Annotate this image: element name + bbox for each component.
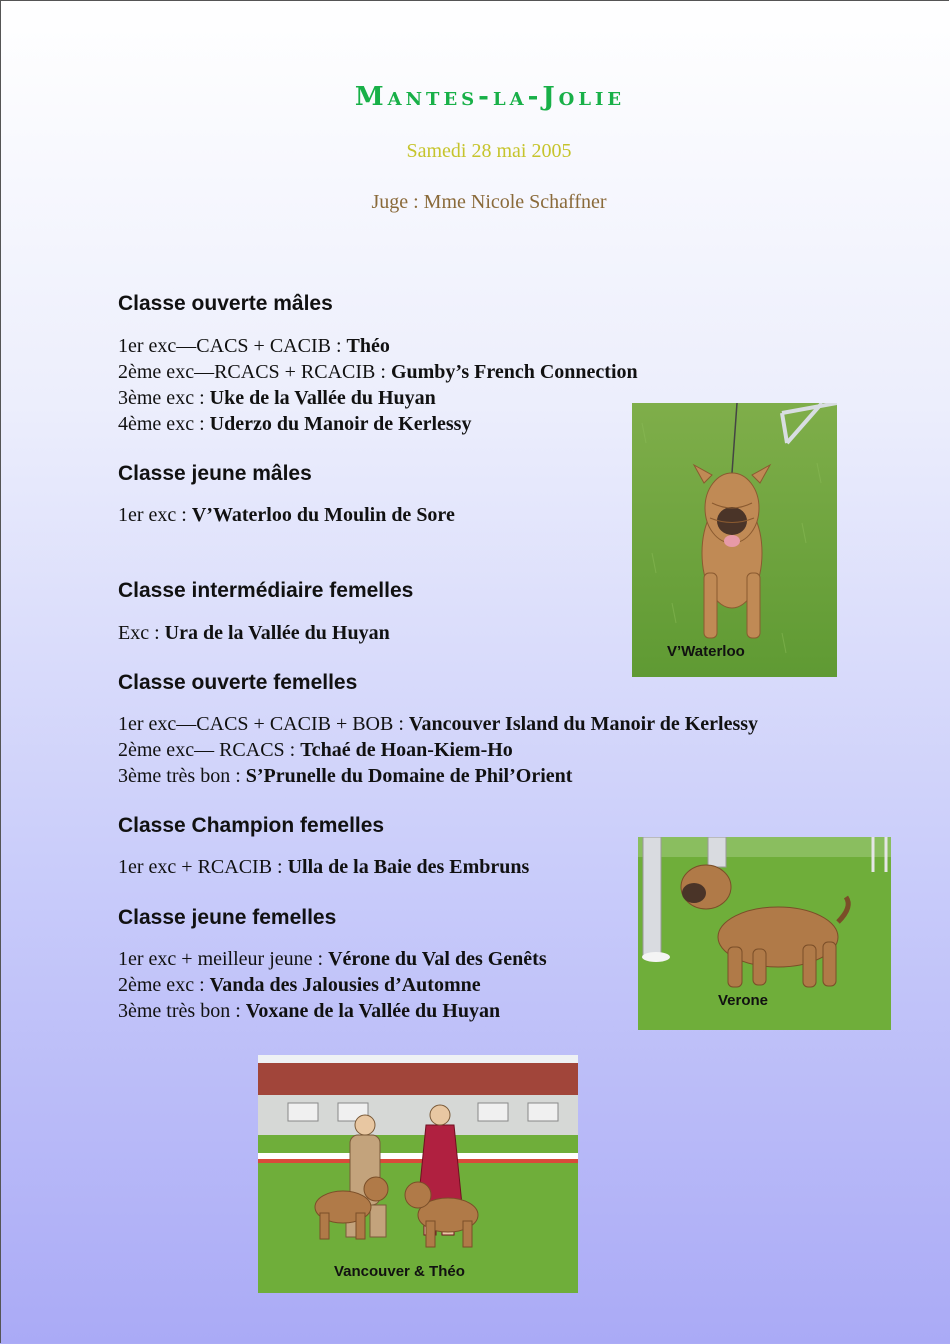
- dog-name: Théo: [346, 335, 390, 357]
- result-line: 3ème très bon : S’Prunelle du Domaine de Phil’Orient: [118, 765, 573, 787]
- dog-name: Tchaé de Hoan-Kiem-Ho: [300, 739, 513, 761]
- section-title-champion-femelles: Classe Champion femelles: [118, 814, 385, 837]
- result-line: 2ème exc—RCACS + RCACIB : Gumby’s French Connection: [118, 361, 638, 383]
- event-date: Samedi 28 mai 2005: [406, 140, 572, 162]
- section-title-jeune-femelles: Classe jeune femelles: [118, 906, 337, 929]
- result-line: 2ème exc : Vanda des Jalousies d’Automne: [118, 974, 481, 996]
- result-line: 2ème exc— RCACS : Tchaé de Hoan-Kiem-Ho: [118, 739, 513, 761]
- dog-name: V’Waterloo du Moulin de Sore: [191, 504, 455, 526]
- section-title-ouverte-males: Classe ouverte mâles: [118, 292, 333, 315]
- dog-name: Ura de la Vallée du Huyan: [164, 622, 390, 644]
- result-line: 1er exc—CACS + CACIB + BOB : Vancouver Island du Manoir de Kerlessy: [118, 713, 759, 735]
- result-line: 1er exc—CACS + CACIB : Théo: [118, 335, 390, 357]
- result-line: 1er exc : V’Waterloo du Moulin de Sore: [118, 504, 455, 526]
- judge-line: Juge : Mme Nicole Schaffner: [371, 191, 607, 213]
- photo-verone: [638, 837, 891, 1030]
- section-title-intermediaire-femelles: Classe intermédiaire femelles: [118, 579, 414, 602]
- result-line: Exc : Ura de la Vallée du Huyan: [118, 622, 390, 644]
- ring-photo: [258, 1055, 578, 1293]
- photo-caption: Verone: [718, 992, 769, 1009]
- result-line: 3ème très bon : Voxane de la Vallée du Huyan: [118, 1000, 501, 1022]
- dog-name: Uke de la Vallée du Huyan: [209, 387, 436, 409]
- result-line: 1er exc + RCACIB : Ulla de la Baie des Embruns: [118, 856, 530, 878]
- dog-name: Vancouver Island du Manoir de Kerlessy: [408, 713, 759, 735]
- section-title-jeune-males: Classe jeune mâles: [118, 462, 312, 485]
- dog-name: Gumby’s French Connection: [390, 361, 638, 383]
- page-title: Mantes-la-Jolie: [354, 82, 626, 112]
- dog-name: S’Prunelle du Domaine de Phil’Orient: [245, 765, 573, 787]
- dog-standing-photo: [632, 403, 837, 677]
- photo-vancouver-theo: [258, 1055, 578, 1293]
- photo-caption: Vancouver & Théo: [334, 1263, 465, 1280]
- dog-name: Voxane de la Vallée du Huyan: [245, 1000, 501, 1022]
- section-title-ouverte-femelles: Classe ouverte femelles: [118, 671, 358, 694]
- photo-waterloo: [632, 403, 837, 677]
- result-line: 3ème exc : Uke de la Vallée du Huyan: [118, 387, 436, 409]
- photo-caption: V’Waterloo: [667, 643, 745, 660]
- dog-name: Vanda des Jalousies d’Automne: [209, 974, 481, 996]
- result-line: 4ème exc : Uderzo du Manoir de Kerlessy: [118, 413, 472, 435]
- result-line: 1er exc + meilleur jeune : Vérone du Val des Genêts: [118, 948, 547, 970]
- dog-name: Ulla de la Baie des Embruns: [287, 856, 530, 878]
- dog-name: Vérone du Val des Genêts: [328, 948, 547, 970]
- dog-name: Uderzo du Manoir de Kerlessy: [209, 413, 472, 435]
